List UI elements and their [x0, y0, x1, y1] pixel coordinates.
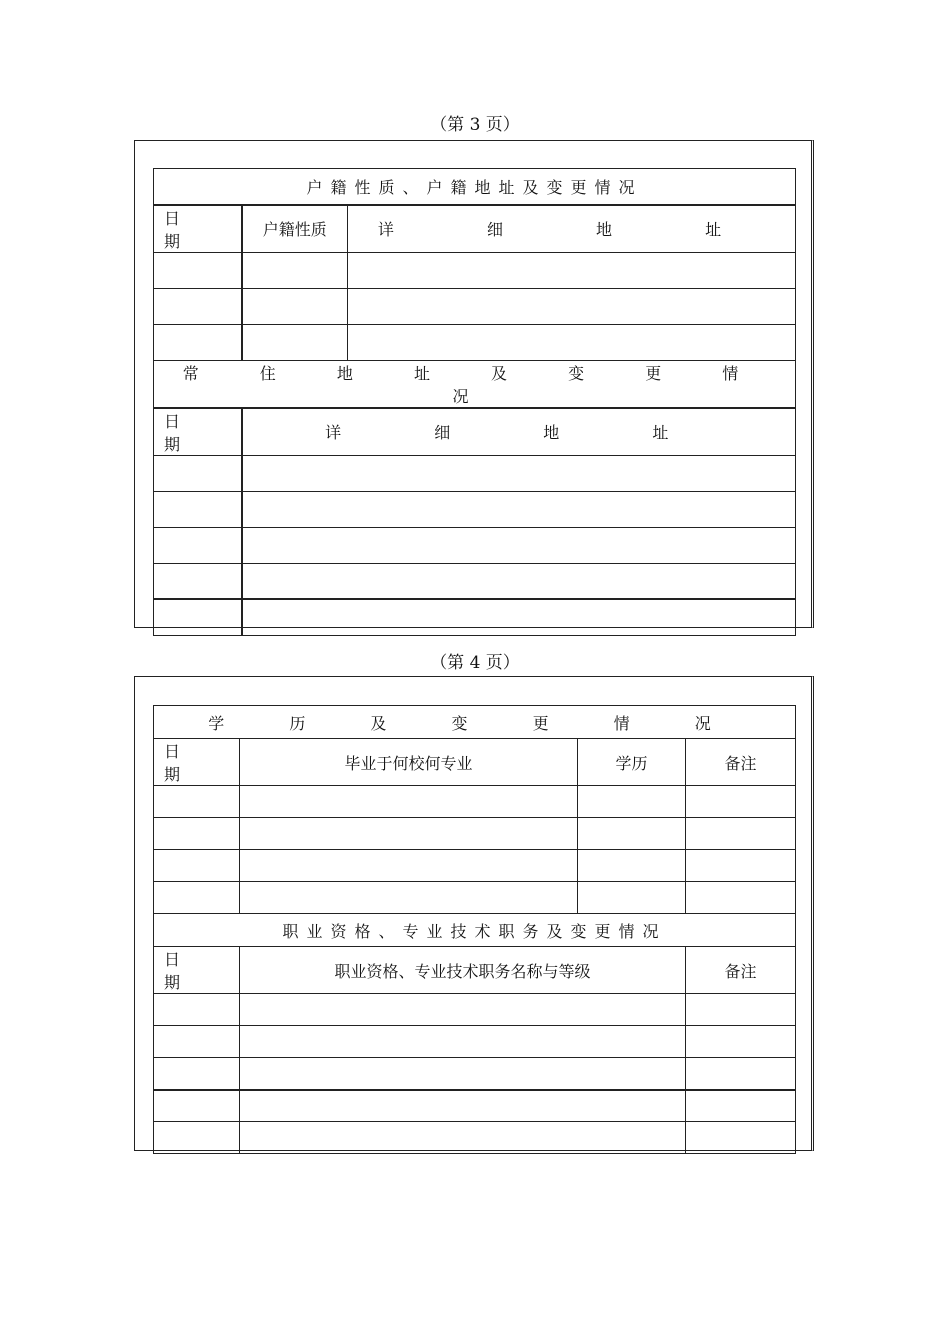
qualification-cell-name[interactable]	[240, 1026, 686, 1058]
qualification-cell-name[interactable]	[240, 994, 686, 1026]
residence-row	[154, 563, 796, 599]
residence-cell-address[interactable]	[242, 599, 796, 635]
residence-row	[154, 527, 796, 563]
page-3-table	[153, 168, 796, 636]
education-section-title: 学 历 及 变 更 情 况	[154, 706, 796, 739]
qualification-section-title: 职业资格、专业技术职务及变更情况	[154, 914, 796, 947]
household-row	[154, 252, 796, 288]
page-3-card	[134, 140, 814, 628]
household-col-type: 户籍性质	[242, 205, 348, 253]
qualification-cell-name[interactable]	[240, 1090, 686, 1122]
household-cell-date[interactable]	[154, 288, 242, 324]
household-col-address: 详 细 地 址	[348, 205, 796, 253]
education-cell-date[interactable]	[154, 882, 240, 914]
residence-cell-address[interactable]	[242, 491, 796, 527]
household-section-title: 户籍性质、户籍地址及变更情况	[154, 169, 796, 205]
residence-row	[154, 599, 796, 635]
qualification-cell-note[interactable]	[686, 1026, 796, 1058]
education-cell-school[interactable]	[240, 850, 578, 882]
residence-cell-date[interactable]	[154, 599, 242, 635]
education-cell-date[interactable]	[154, 850, 240, 882]
education-row	[154, 818, 796, 850]
education-cell-note[interactable]	[686, 786, 796, 818]
page-4-card	[134, 676, 814, 1151]
education-cell-degree[interactable]	[578, 850, 686, 882]
education-cell-date[interactable]	[154, 818, 240, 850]
education-cell-school[interactable]	[240, 882, 578, 914]
page-3-label: （第 3 页）	[430, 115, 520, 135]
residence-row	[154, 455, 796, 491]
household-col-date: 日 期	[154, 205, 242, 253]
education-col-school: 毕业于何校何专业	[240, 739, 578, 786]
qualification-col-note: 备注	[686, 947, 796, 994]
education-cell-school[interactable]	[240, 786, 578, 818]
residence-cell-address[interactable]	[242, 563, 796, 599]
qualification-col-date: 日 期	[154, 947, 240, 994]
qualification-cell-note[interactable]	[686, 1058, 796, 1090]
education-col-degree: 学历	[578, 739, 686, 786]
qualification-row	[154, 1122, 796, 1154]
education-cell-note[interactable]	[686, 818, 796, 850]
residence-cell-address[interactable]	[242, 527, 796, 563]
education-cell-degree[interactable]	[578, 882, 686, 914]
residence-section-title: 常 住 地 址 及 变 更 情 况	[154, 360, 796, 408]
household-cell-date[interactable]	[154, 324, 242, 360]
household-cell-type[interactable]	[242, 324, 348, 360]
residence-col-address: 详 细 地 址	[242, 408, 796, 456]
qualification-row	[154, 994, 796, 1026]
education-col-note: 备注	[686, 739, 796, 786]
qualification-cell-note[interactable]	[686, 1090, 796, 1122]
education-row	[154, 786, 796, 818]
qualification-cell-date[interactable]	[154, 1026, 240, 1058]
residence-cell-date[interactable]	[154, 455, 242, 491]
qualification-row	[154, 1090, 796, 1122]
page-4-label: （第 4 页）	[430, 653, 520, 673]
qualification-cell-date[interactable]	[154, 1122, 240, 1154]
residence-row	[154, 491, 796, 527]
household-cell-type[interactable]	[242, 252, 348, 288]
household-row	[154, 288, 796, 324]
education-cell-school[interactable]	[240, 818, 578, 850]
education-cell-degree[interactable]	[578, 818, 686, 850]
qualification-cell-date[interactable]	[154, 1058, 240, 1090]
page-4-table	[153, 705, 796, 1154]
qualification-col-name: 职业资格、专业技术职务名称与等级	[240, 947, 686, 994]
residence-col-date: 日 期	[154, 408, 242, 456]
household-cell-address[interactable]	[348, 288, 796, 324]
qualification-cell-date[interactable]	[154, 1090, 240, 1122]
household-cell-address[interactable]	[348, 252, 796, 288]
qualification-cell-name[interactable]	[240, 1058, 686, 1090]
qualification-cell-date[interactable]	[154, 994, 240, 1026]
education-cell-note[interactable]	[686, 850, 796, 882]
residence-cell-date[interactable]	[154, 491, 242, 527]
education-cell-note[interactable]	[686, 882, 796, 914]
household-cell-type[interactable]	[242, 288, 348, 324]
residence-cell-address[interactable]	[242, 455, 796, 491]
household-row	[154, 324, 796, 360]
education-cell-degree[interactable]	[578, 786, 686, 818]
qualification-row	[154, 1026, 796, 1058]
education-col-date: 日 期	[154, 739, 240, 786]
education-row	[154, 850, 796, 882]
qualification-cell-note[interactable]	[686, 994, 796, 1026]
qualification-cell-note[interactable]	[686, 1122, 796, 1154]
residence-cell-date[interactable]	[154, 563, 242, 599]
household-cell-address[interactable]	[348, 324, 796, 360]
education-cell-date[interactable]	[154, 786, 240, 818]
household-cell-date[interactable]	[154, 252, 242, 288]
education-row	[154, 882, 796, 914]
qualification-cell-name[interactable]	[240, 1122, 686, 1154]
qualification-row	[154, 1058, 796, 1090]
residence-cell-date[interactable]	[154, 527, 242, 563]
